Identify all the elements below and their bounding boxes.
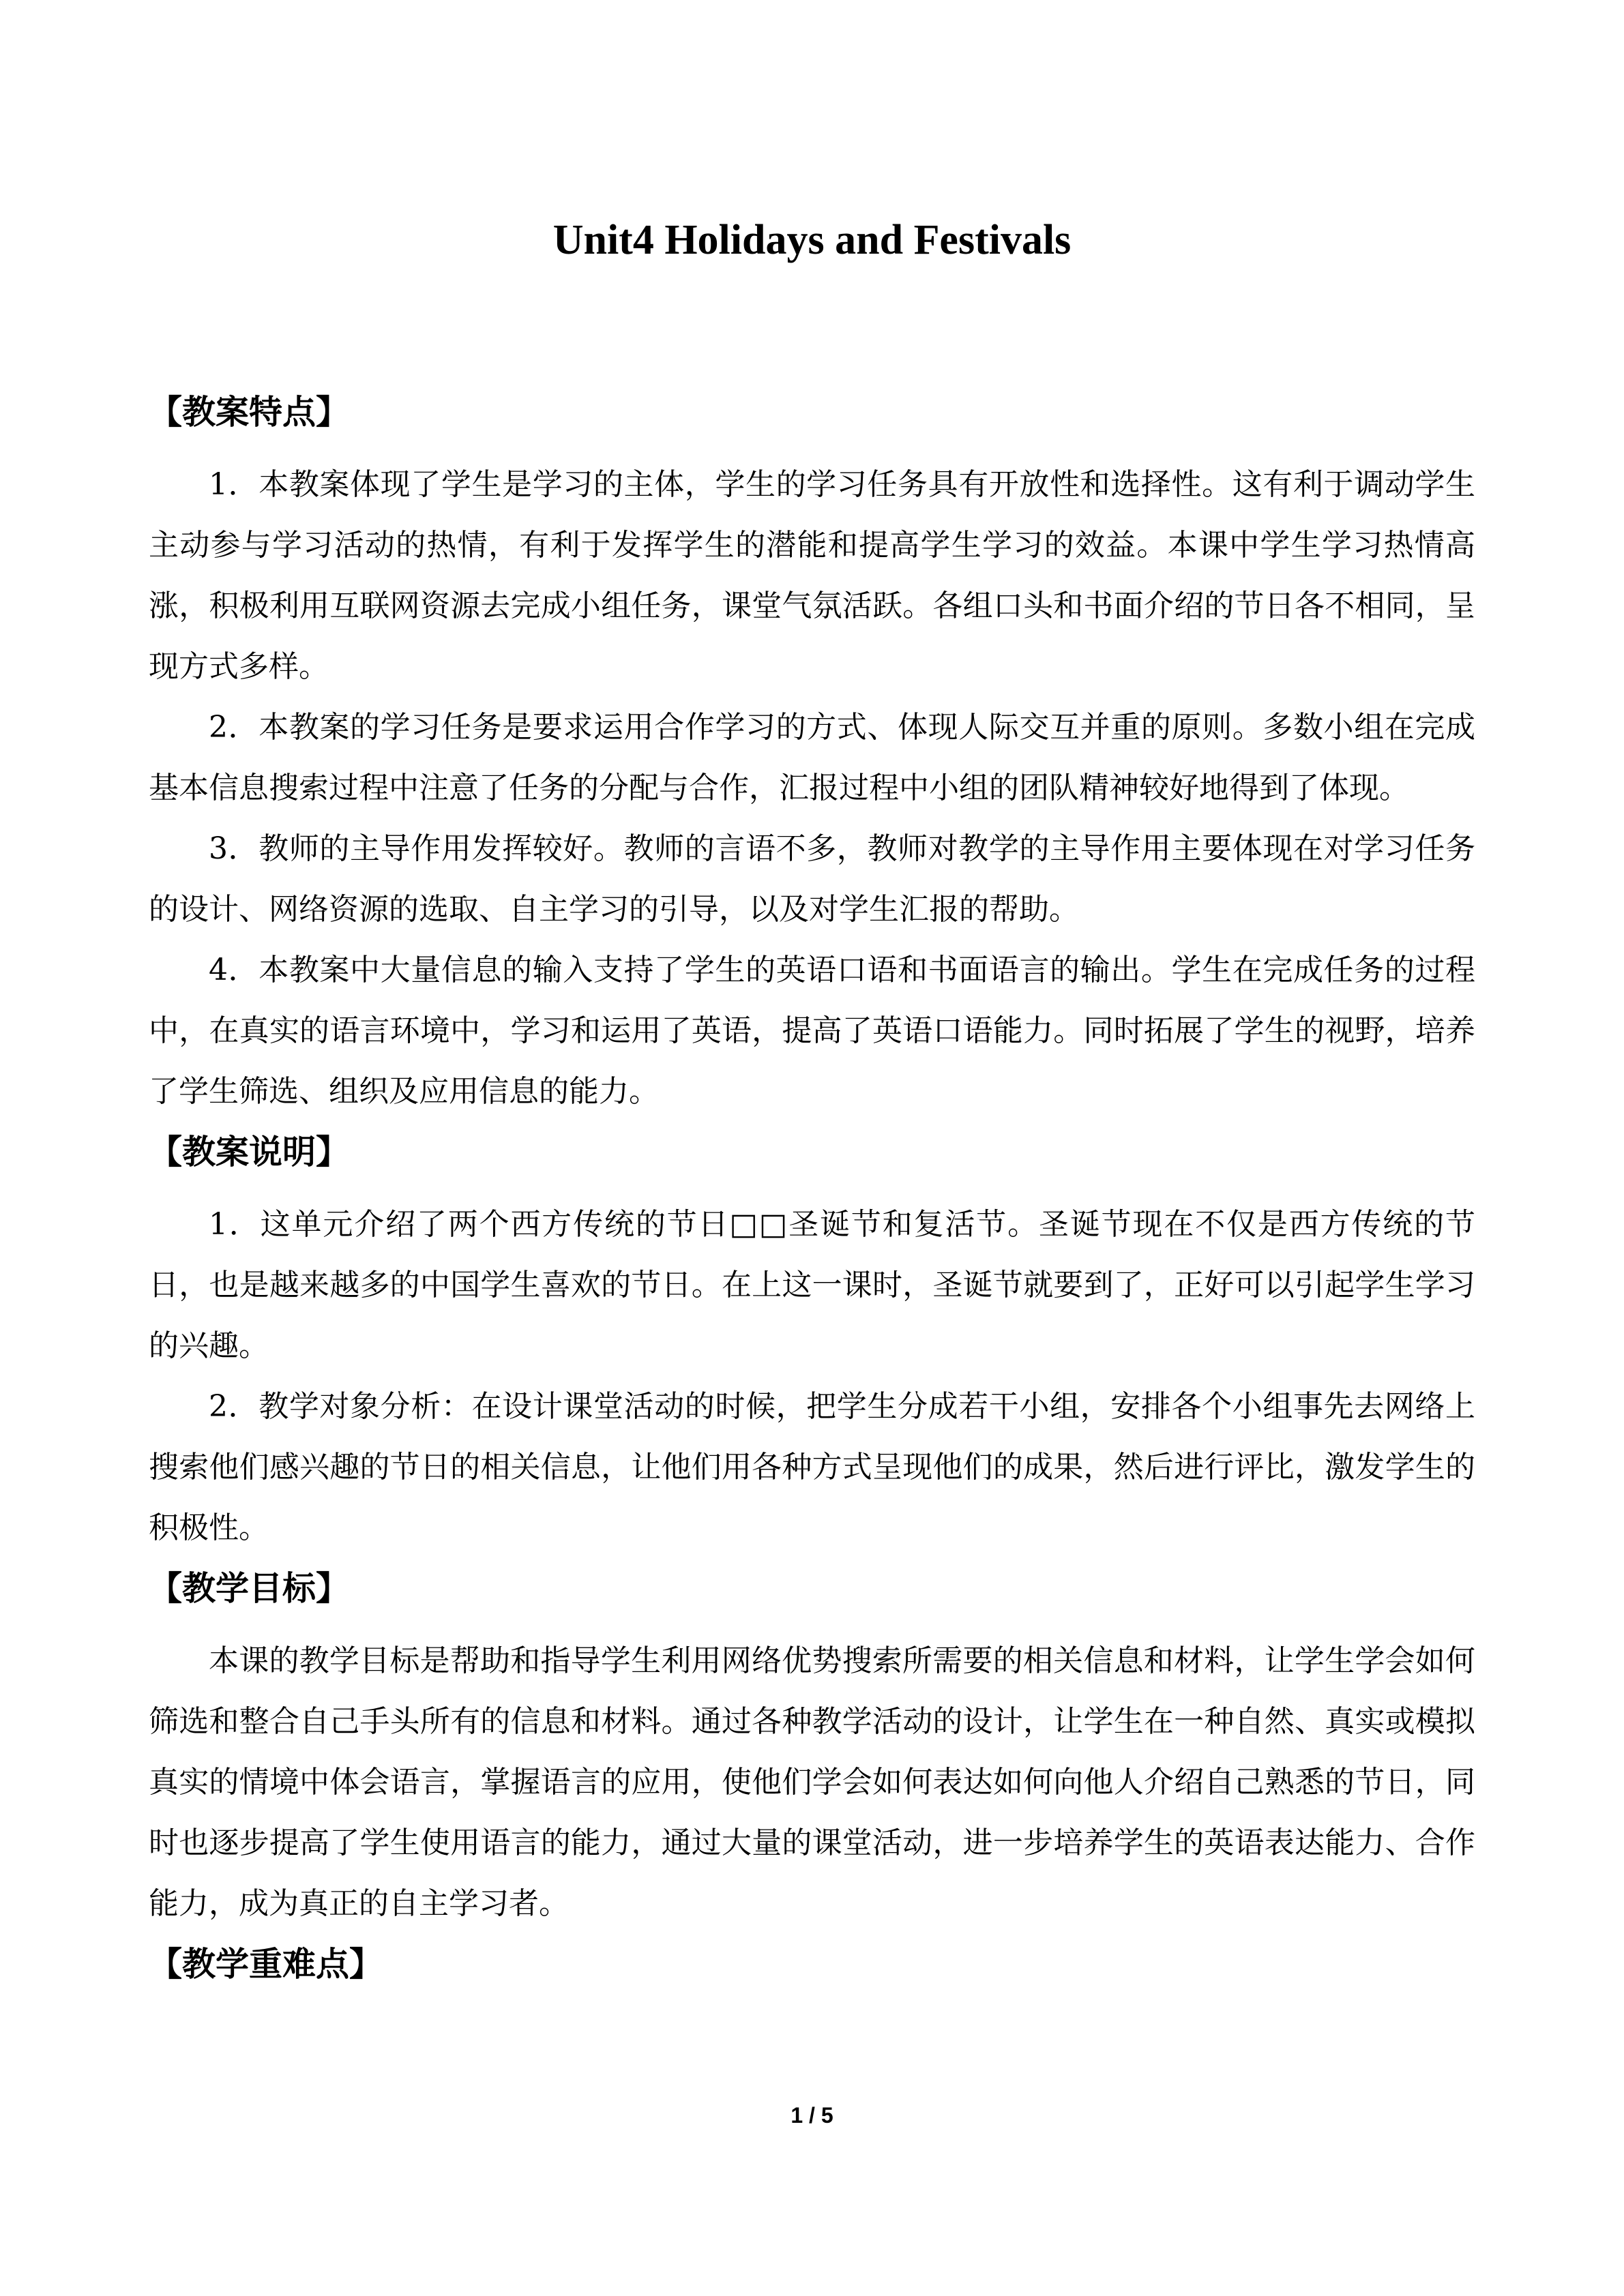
features-paragraph-1: 1．本教案体现了学生是学习的主体，学生的学习任务具有开放性和选择性。这有利于调动学生主动参与学习活动的热情，有利于发挥学生的潜能和提高学生学习的效益。本课中学生学习热情高涨，积极利用互联网资源去完成小组任务，课堂气氛活跃。各组口头和书面介绍的节日各不相同，呈现方式多样。 <box>149 467 1475 684</box>
features-paragraph-3: 3．教师的主导作用发挥较好。教师的言语不多，教师对教学的主导作用主要体现在对学习任务的设计、网络资源的选取、自主学习的引导，以及对学生汇报的帮助。 <box>149 831 1475 927</box>
section-heading-notes: 【教案说明】 <box>149 1133 350 1172</box>
features-paragraph-2: 2．本教案的学习任务是要求运用合作学习的方式、体现人际交互并重的原则。多数小组在完成基本信息搜索过程中注意了任务的分配与合作，汇报过程中小组的团队精神较好地得到了体现。 <box>149 710 1475 805</box>
features-paragraph-4: 4．本教案中大量信息的输入支持了学生的英语口语和书面语言的输出。学生在完成任务的过程中，在真实的语言环境中，学习和运用了英语，提高了英语口语能力。同时拓展了学生的视野，培养了学生筛选、组织及应用信息的能力。 <box>149 953 1475 1109</box>
document-body <box>149 382 1475 2006</box>
document-title: Unit4 Holidays and Festivals <box>552 217 1072 263</box>
page-number: 1 / 5 <box>791 2103 833 2128</box>
notes-paragraph-2: 2．教学对象分析：在设计课堂活动的时候，把学生分成若干小组，安排各个小组事先去网络上搜索他们感兴趣的节日的相关信息，让他们用各种方式呈现他们的成果，然后进行评比，激发学生的积极性。 <box>149 1389 1475 1545</box>
section-heading-key-points: 【教学重难点】 <box>149 1945 383 1984</box>
section-heading-features: 【教案特点】 <box>149 393 350 432</box>
notes-paragraph-1: 1．这单元介绍了两个西方传统的节日□□圣诞节和复活节。圣诞节现在不仅是西方传统的节日，也是越来越多的中国学生喜欢的节日。在上这一课时，圣诞节就要到了，正好可以引起学生学习的兴趣。 <box>149 1207 1475 1363</box>
objectives-paragraph-1: 本课的教学目标是帮助和指导学生利用网络优势搜索所需要的相关信息和材料，让学生学会如何筛选和整合自己手头所有的信息和材料。通过各种教学活动的设计，让学生在一种自然、真实或模拟真实的情境中体会语言，掌握语言的应用，使他们学会如何表达如何向他人介绍自己熟悉的节日，同时也逐步提高了学生使用语言的能力，通过大量的课堂活动，进一步培养学生的英语表达能力、合作能力，成为真正的自主学习者。 <box>149 1643 1475 1921</box>
section-heading-objectives: 【教学目标】 <box>149 1569 350 1608</box>
